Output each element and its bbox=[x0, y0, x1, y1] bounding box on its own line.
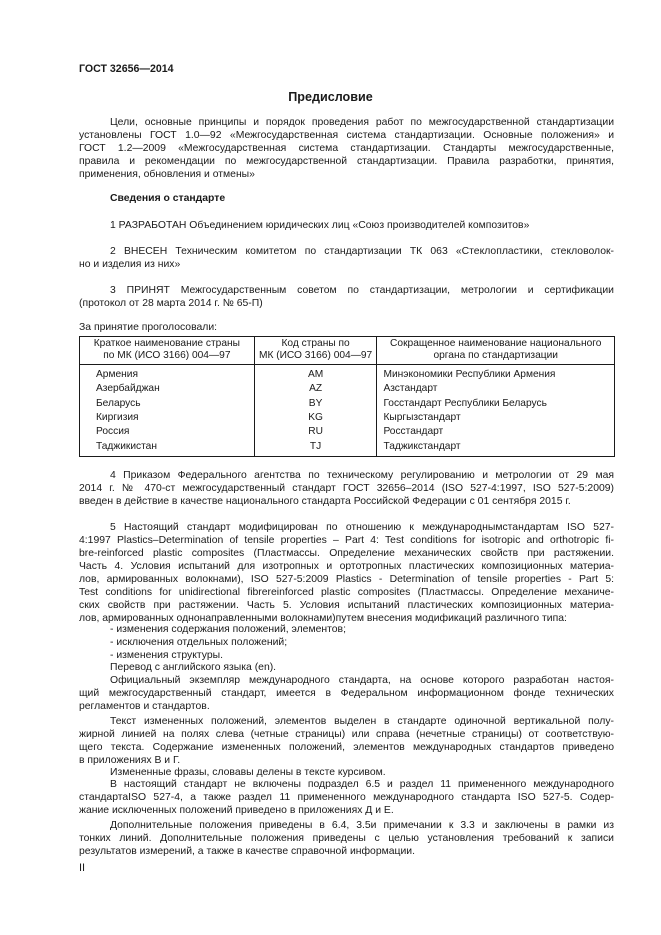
mod-item: - изменения структуры. bbox=[110, 650, 223, 661]
page-title: Предисловие bbox=[288, 90, 373, 104]
country-cell: Азербайджан bbox=[80, 382, 255, 396]
intro-line-2: установлены ГОСТ 1.0—92 «Межгосударственная система стандартизации. Основные положения» и bbox=[79, 130, 614, 141]
table-header-row bbox=[80, 337, 615, 365]
table-row bbox=[80, 411, 615, 425]
official-line-2: щий межгосударственный стандарт, имеется в Федеральном информационном фонде технических bbox=[79, 688, 614, 699]
intro-line-3: ГОСТ 1.2—2009 «Межгосударственная система стандартизации. Стандарты межгосударственные, bbox=[79, 143, 614, 154]
body-cell: Госстандарт Республики Беларусь bbox=[377, 397, 615, 411]
item-5-line-2: 4:1997 Plastics–Determination of tensile properties – Part 4: Test conditions for isotropic and orthotropic fi- bbox=[79, 535, 614, 546]
item-2-line-1: 2 ВНЕСЕН Техническим комитетом по стандартизации ТК 063 «Стеклопластики, стекловолок- bbox=[110, 246, 614, 257]
code-cell: KG bbox=[254, 411, 377, 425]
item-5-line-4: Часть 4. Условия испытаний для изотропных и ортотропных пластических композиционных материа- bbox=[79, 561, 614, 572]
additional-line-1: Дополнительные положения приведены в 6.4, 3.5и примечании к 3.3 и заключены в рамки из bbox=[110, 820, 614, 831]
intro-line-1: Цели, основные принципы и порядок проведения работ по межгосударственной стандартизации bbox=[110, 117, 614, 128]
item-4-line-2: 2014 г. № 470-ст межгосударственный стандарт ГОСТ 32656–2014 (ISO 527-4:1997, ISO 527-5:2009) bbox=[79, 483, 614, 494]
column-header-code: Код страны по МК (ИСО 3166) 004—97 bbox=[254, 337, 377, 365]
table-row bbox=[80, 440, 615, 457]
body-cell: Минэкономики Республики Армения bbox=[377, 364, 615, 382]
item-4-line-1: 4 Приказом Федерального агентства по техническому регулированию и метрологии от 29 мая bbox=[110, 470, 614, 481]
marked-line-1: Текст измененных положений, элементов выделен в стандарте одиночной вертикальной полу- bbox=[110, 716, 614, 727]
body-cell: Кыргызстандарт bbox=[377, 411, 615, 425]
mod-item: - исключения отдельных положений; bbox=[110, 637, 288, 648]
item-4-line-3: введен в действие в качестве национального стандарта Российской Федерации с 01 сентября 2015 г. bbox=[79, 496, 571, 507]
translation-note: Перевод с английского языка (en). bbox=[110, 662, 277, 673]
code-cell: TJ bbox=[254, 440, 377, 457]
country-cell: Россия bbox=[80, 425, 255, 439]
country-cell: Беларусь bbox=[80, 397, 255, 411]
code-cell: AZ bbox=[254, 382, 377, 396]
marked-line-4: в приложениях В и Г. bbox=[79, 755, 181, 766]
additional-line-3: результатов измерений, а также в качестве справочной информации. bbox=[79, 846, 415, 857]
item-5-line-7: ских свойств при растяжении. Часть 5. Условия испытаний пластических композиционных материа- bbox=[79, 600, 614, 611]
italic-note: Измененные фразы, словавы делены в тексте курсивом. bbox=[110, 767, 386, 778]
intro-line-5: применения, обновления и отмены» bbox=[79, 169, 255, 180]
country-cell: Киргизия bbox=[80, 411, 255, 425]
code-cell: AM bbox=[254, 364, 377, 382]
official-line-1: Официальный экземпляр международного стандарта, на основе которого разработан настоя- bbox=[110, 675, 614, 686]
item-2-line-2: но и изделия из них» bbox=[79, 259, 181, 270]
section-heading: Сведения о стандарте bbox=[110, 193, 226, 204]
item-3-line-1: 3 ПРИНЯТ Межгосударственным советом по стандартизации, метрологии и сертификации bbox=[110, 285, 614, 296]
column-header-country: Краткое наименование страны по МК (ИСО 3166) 004—97 bbox=[80, 337, 255, 365]
table-row bbox=[80, 425, 615, 439]
table-row bbox=[80, 364, 615, 382]
intro-line-4: правила и рекомендации по межгосударственной стандартизации. Правила разработки, принятия, bbox=[79, 156, 614, 167]
page-number: II bbox=[79, 862, 86, 874]
excluded-line-3: жание исключенных положений приведено в приложениях Д и Е. bbox=[79, 805, 394, 816]
votes-label: За принятие проголосовали: bbox=[79, 322, 218, 333]
column-header-body: Сокращенное наименование национального органа по стандартизации bbox=[377, 337, 615, 365]
votes-table bbox=[79, 336, 615, 457]
marked-line-3: щего текста. Содержание измененных положений, элементов международных стандартов приведено bbox=[79, 742, 614, 753]
table-row bbox=[80, 382, 615, 396]
official-line-3: регламентов и стандартов. bbox=[79, 701, 210, 712]
item-3-line-2: (протокол от 28 марта 2014 г. № 65-П) bbox=[79, 298, 263, 309]
item-5-line-8: лов, армированных однонаправленными волокнами)путем внесения модификаций различного типа: bbox=[79, 613, 567, 624]
additional-line-2: тонких линий. Дополнительные положения приведены с целью установления требований к записи bbox=[79, 833, 614, 844]
item-5-line-3: bre-reinforced plastic composites (Пластмассы. Определение механических свойств при растяжении. bbox=[79, 548, 614, 559]
marked-line-2: жирной линией на полях слева (четные страницы) или справа (нечетные страницы) от соответствую- bbox=[79, 729, 614, 740]
item-5-line-6: Test conditions for unidirectional fibrereinforced plastic composites (Пластмассы. Определение механиче- bbox=[79, 587, 614, 598]
item-5-line-1: 5 Настоящий стандарт модифицирован по отношению к международнымстандартам ISO 527- bbox=[110, 522, 614, 533]
country-cell: Армения bbox=[80, 364, 255, 382]
code-cell: RU bbox=[254, 425, 377, 439]
item-5-line-5: лов, армированных волокнами), ISO 527-5:2009 Plastics - Determination of tensile properties - Part 5: bbox=[79, 574, 614, 585]
body-cell: Азстандарт bbox=[377, 382, 615, 396]
table-row bbox=[80, 397, 615, 411]
item-1: 1 РАЗРАБОТАН Объединением юридических лиц «Союз производителей композитов» bbox=[110, 220, 530, 231]
code-cell: BY bbox=[254, 397, 377, 411]
excluded-line-2: стандартаISO 527-4, а также раздел 11 примененного международного стандарта ISO 527-5. Содер- bbox=[79, 792, 614, 803]
country-cell: Таджикистан bbox=[80, 440, 255, 457]
body-cell: Таджикстандарт bbox=[377, 440, 615, 457]
excluded-line-1: В настоящий стандарт не включены подраздел 6.5 и раздел 11 примененного международного bbox=[110, 779, 614, 790]
body-cell: Росстандарт bbox=[377, 425, 615, 439]
document-code: ГОСТ 32656—2014 bbox=[79, 63, 174, 75]
mod-item: - изменения содержания положений, элементов; bbox=[110, 624, 346, 635]
